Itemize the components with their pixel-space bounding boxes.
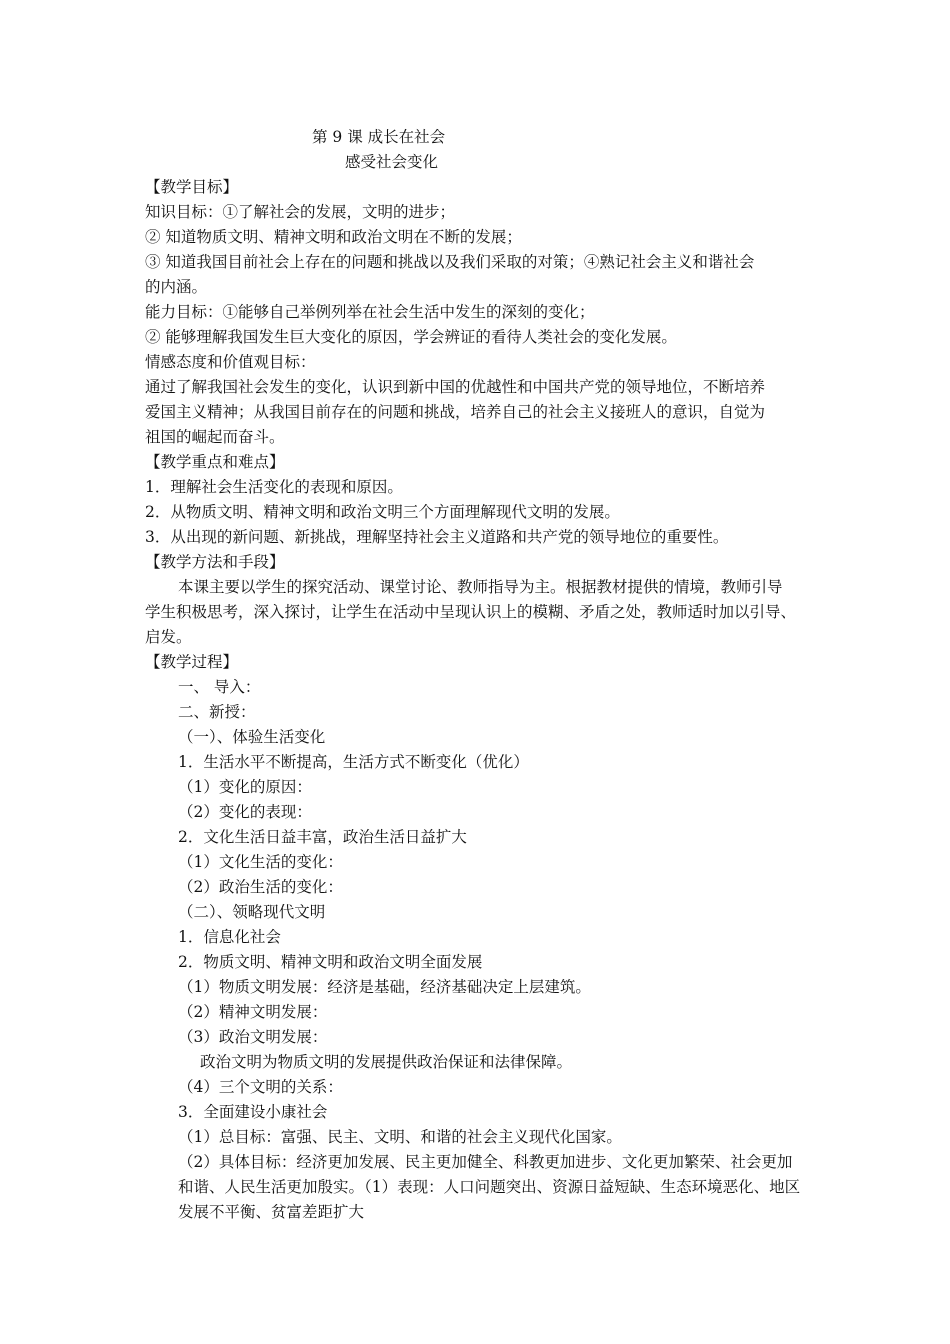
- knowledge-goal-1: 知识目标：①了解社会的发展，文明的进步；: [145, 203, 456, 221]
- methods-heading: 【教学方法和手段】: [145, 553, 285, 571]
- process-b-item-2-3: （3）政治文明发展：: [178, 1028, 328, 1046]
- lesson-subtitle: 感受社会变化: [345, 153, 439, 171]
- knowledge-goal-3-cont: 的内涵。: [145, 278, 208, 296]
- process-b-item-2-3-note: 政治文明为物质文明的发展提供政治保证和法律保障。: [200, 1053, 573, 1071]
- process-b-item-3-1: （1）总目标：富强、民主、文明、和谐的社会主义现代化国家。: [178, 1128, 622, 1146]
- methods-line-2: 学生积极思考，深入探讨，让学生在活动中呈现认识上的模糊、矛盾之处，教师适时加以引导、: [145, 603, 797, 621]
- goals-heading: 【教学目标】: [145, 178, 239, 196]
- process-item-2-1: （1）文化生活的变化：: [178, 853, 343, 871]
- emotion-line-1: 通过了解我国社会发生的变化，认识到新中国的优越性和中国共产党的领导地位，不断培养: [145, 378, 766, 396]
- process-heading: 【教学过程】: [145, 653, 239, 671]
- process-intro: 一、 导入：: [178, 678, 261, 696]
- process-b-item-3-2: （2）具体目标：经济更加发展、民主更加健全、科教更加进步、文化更加繁荣、社会更加: [178, 1153, 793, 1171]
- methods-line-3: 启发。: [145, 628, 192, 646]
- process-part-2: （二）、领略现代文明: [178, 903, 326, 921]
- keypoint-1: 1．理解社会生活变化的表现和原因。: [145, 478, 403, 496]
- process-item-2: 2．文化生活日益丰富，政治生活日益扩大: [178, 828, 467, 846]
- process-b-item-2-2: （2）精神文明发展：: [178, 1003, 328, 1021]
- keypoints-heading: 【教学重点和难点】: [145, 453, 285, 471]
- keypoint-3: 3．从出现的新问题、新挑战，理解坚持社会主义道路和共产党的领导地位的重要性。: [145, 528, 729, 546]
- emotion-heading: 情感态度和价值观目标：: [145, 353, 316, 371]
- process-item-1-1: （1）变化的原因：: [178, 778, 312, 796]
- methods-line-1: 本课主要以学生的探究活动、课堂讨论、教师指导为主。根据教材提供的情境，教师引导: [178, 578, 783, 596]
- emotion-line-3: 祖国的崛起而奋斗。: [145, 428, 285, 446]
- keypoint-2: 2．从物质文明、精神文明和政治文明三个方面理解现代文明的发展。: [145, 503, 620, 521]
- process-b-item-3-2-end: 发展不平衡、贫富差距扩大: [178, 1203, 365, 1221]
- process-part-1: （一）、体验生活变化: [178, 728, 326, 746]
- process-b-item-2: 2．物质文明、精神文明和政治文明全面发展: [178, 953, 483, 971]
- process-item-1: 1．生活水平不断提高，生活方式不断变化（优化）: [178, 753, 529, 771]
- ability-goal-1: 能力目标：①能够自己举例列举在社会生活中发生的深刻的变化；: [145, 303, 595, 321]
- process-b-item-2-1: （1）物质文明发展：经济是基础，经济基础决定上层建筑。: [178, 978, 591, 996]
- process-new: 二、新授：: [178, 703, 256, 721]
- lesson-title: 第 9 课 成长在社会: [312, 128, 446, 146]
- process-b-item-3: 3．全面建设小康社会: [178, 1103, 328, 1121]
- ability-goal-2: ② 能够理解我国发生巨大变化的原因，学会辨证的看待人类社会的变化发展。: [145, 328, 677, 346]
- process-item-1-2: （2）变化的表现：: [178, 803, 312, 821]
- process-b-item-3-2-cont: 和谐、人民生活更加殷实。（1）表现：人口问题突出、资源日益短缺、生态环境恶化、地区: [178, 1178, 801, 1196]
- process-b-item-2-4: （4）三个文明的关系：: [178, 1078, 343, 1096]
- process-b-item-1: 1．信息化社会: [178, 928, 281, 946]
- knowledge-goal-3: ③ 知道我国目前社会上存在的问题和挑战以及我们采取的对策；④熟记社会主义和谐社会: [145, 253, 755, 271]
- emotion-line-2: 爱国主义精神；从我国目前存在的问题和挑战，培养自己的社会主义接班人的意识，自觉为: [145, 403, 766, 421]
- process-item-2-2: （2）政治生活的变化：: [178, 878, 343, 896]
- knowledge-goal-2: ② 知道物质文明、精神文明和政治文明在不断的发展；: [145, 228, 522, 246]
